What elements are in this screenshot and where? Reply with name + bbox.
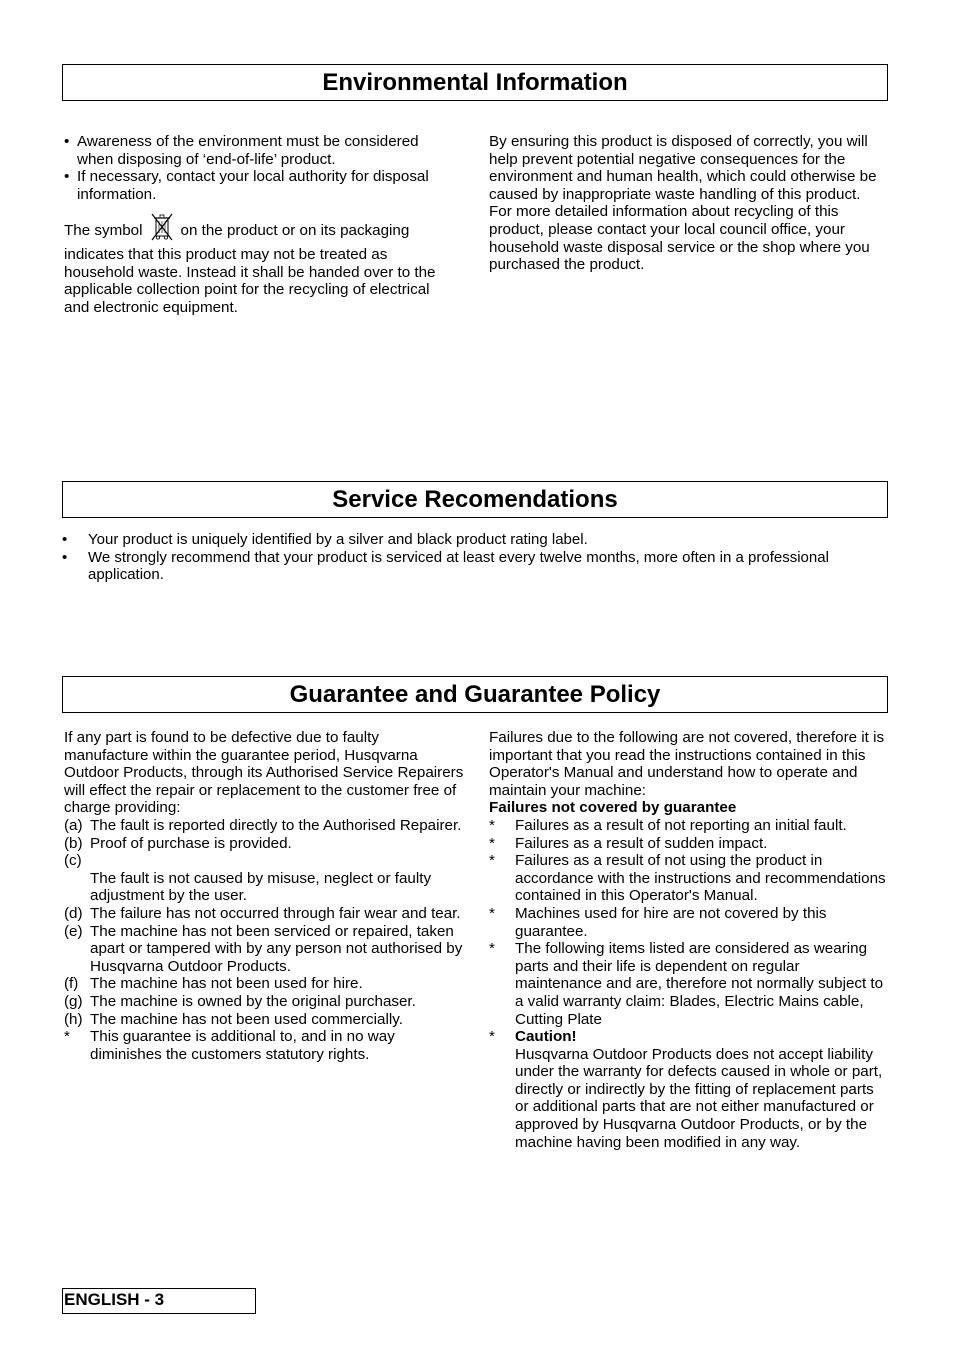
guarantee-heading-text: Guarantee and Guarantee Policy xyxy=(289,680,661,708)
list-item xyxy=(64,870,464,905)
item-marker: * xyxy=(489,904,495,922)
guarantee-intro: If any part is found to be defective due to faulty manufacture within the guarantee period, Husqvarna Outdoor Products, through its Authorised Service Repairers will effect the repair or replacement to the customer free of charge providing: xyxy=(64,729,464,817)
item-text: Machines used for hire are not covered by this guarantee. xyxy=(515,904,827,940)
guarantee-heading xyxy=(62,676,888,713)
item-text: The machine has not been serviced or repaired, taken apart or tampered with by any person not authorised by Husqvarna Outdoor Products. xyxy=(90,922,463,975)
item-text: Failures as a result of not reporting an initial fault. xyxy=(515,816,847,834)
symbol-before-text: The symbol xyxy=(64,222,143,240)
item-marker: (b) xyxy=(64,834,83,852)
list-item xyxy=(64,817,464,835)
item-marker: (h) xyxy=(64,1010,83,1028)
symbol-paragraph xyxy=(64,213,454,316)
environment-awareness-text: Awareness of the environment must be considered when disposing of ‘end-of-life’ product. xyxy=(77,133,419,168)
list-item xyxy=(489,940,889,1028)
item-text: The machine has not been used commercially. xyxy=(90,1010,403,1028)
list-item xyxy=(64,835,464,853)
bullet-marker: • xyxy=(62,531,68,548)
disposal-paragraph: By ensuring this product is disposed of correctly, you will help prevent potential negative consequences for the environment and human health, which could otherwise be caused by inappropriate waste handling of this product. For more detailed information about recycling of this product, please contact your local council office, your household waste disposal service or the shop where you purchased the product. xyxy=(489,133,877,274)
not-covered-intro: Failures due to the following are not covered, therefore it is important that you read the instructions contained in this Operator's Manual and understand how to operate and maintain your machine: xyxy=(489,729,885,799)
list-item xyxy=(64,975,464,993)
item-marker: * xyxy=(64,1028,70,1046)
list-item xyxy=(64,1028,464,1063)
list-item xyxy=(64,133,454,168)
not-covered-title: Failures not covered by guarantee xyxy=(489,799,737,817)
list-item xyxy=(489,905,889,940)
item-text: The machine is owned by the original purchaser. xyxy=(90,992,416,1010)
list-item xyxy=(64,923,464,976)
list-item xyxy=(62,531,842,549)
bullet-marker: • xyxy=(64,168,70,186)
list-item xyxy=(62,549,842,584)
rating-label-text: Your product is uniquely identified by a silver and black product rating label. xyxy=(88,531,588,548)
item-text: Failures as a result of not using the product in accordance with the instructions and recommendations contained in this Operator's Manual. xyxy=(515,852,886,905)
caution-text: Husqvarna Outdoor Products does not accept liability under the warranty for defects caused in whole or part, directly or indirectly by the fitting of replacement parts or additional parts that are not either manufactured or approved by Husqvarna Outdoor Products, or by the machine having been modified in any way. xyxy=(515,1045,883,1151)
environmental-right-column xyxy=(489,133,885,274)
environmental-heading-text: Environmental Information xyxy=(322,68,628,96)
environmental-heading xyxy=(62,64,888,101)
page-number-text: ENGLISH - 3 xyxy=(64,1290,165,1309)
list-item xyxy=(64,1011,464,1029)
guarantee-left-column xyxy=(64,729,464,1063)
list-item xyxy=(64,852,464,870)
item-marker: * xyxy=(489,816,495,834)
item-marker: (d) xyxy=(64,904,83,922)
service-heading xyxy=(62,481,888,518)
caution-item xyxy=(489,1028,889,1151)
bullet-marker: • xyxy=(62,548,68,566)
item-text: The failure has not occurred through fair wear and tear. xyxy=(90,904,461,922)
item-text: Failures as a result of sudden impact. xyxy=(515,834,768,852)
caution-title: Caution! xyxy=(515,1028,577,1046)
item-text: The machine has not been used for hire. xyxy=(90,975,363,993)
environmental-left-column xyxy=(64,133,454,316)
item-text: Proof of purchase is provided. xyxy=(90,834,292,852)
item-marker: * xyxy=(489,940,495,958)
list-item xyxy=(489,835,889,853)
bullet-marker: • xyxy=(64,133,70,150)
item-text: The following items listed are considered as wearing parts and their life is dependent on regular maintenance and are, therefore not normally subject to a valid warranty claim: Blades, Electric Mains cable, Cutting Plate xyxy=(515,940,884,1028)
caution-block xyxy=(515,1028,889,1151)
item-marker xyxy=(64,870,90,905)
item-marker: (f) xyxy=(64,975,79,993)
list-item xyxy=(64,905,464,923)
service-heading-text: Service Recomendations xyxy=(332,485,618,513)
item-marker: * xyxy=(489,1028,495,1046)
list-item xyxy=(489,852,889,905)
list-item xyxy=(64,993,464,1011)
item-text xyxy=(90,852,464,870)
symbol-after-text: on the product or on its packaging indicates that this product may not be treated as household waste. Instead it shall be handed over to the applicable collection point for the recycling of electrical and electronic equipment. xyxy=(64,222,436,316)
crossed-out-wheelie-bin-icon xyxy=(147,213,177,246)
service-interval-text: We strongly recommend that your product is serviced at least every twelve months, more often in a professional application. xyxy=(88,548,829,584)
item-marker: (c) xyxy=(64,852,82,870)
item-text: The fault is not caused by misuse, neglect or faulty adjustment by the user. xyxy=(90,869,432,905)
contact-authority-text: If necessary, contact your local authority for disposal information. xyxy=(77,168,429,203)
service-list xyxy=(62,531,842,584)
item-marker: (e) xyxy=(64,922,83,940)
item-marker: (a) xyxy=(64,816,83,834)
page-number-label xyxy=(62,1288,256,1314)
item-marker: (g) xyxy=(64,992,83,1010)
list-item xyxy=(64,168,454,203)
item-marker: * xyxy=(489,852,495,870)
item-marker: * xyxy=(489,834,495,852)
item-text: This guarantee is additional to, and in no way diminishes the customers statutory rights. xyxy=(90,1028,395,1063)
guarantee-right-column xyxy=(489,729,889,1151)
list-item xyxy=(489,817,889,835)
item-text: The fault is reported directly to the Authorised Repairer. xyxy=(90,816,462,834)
